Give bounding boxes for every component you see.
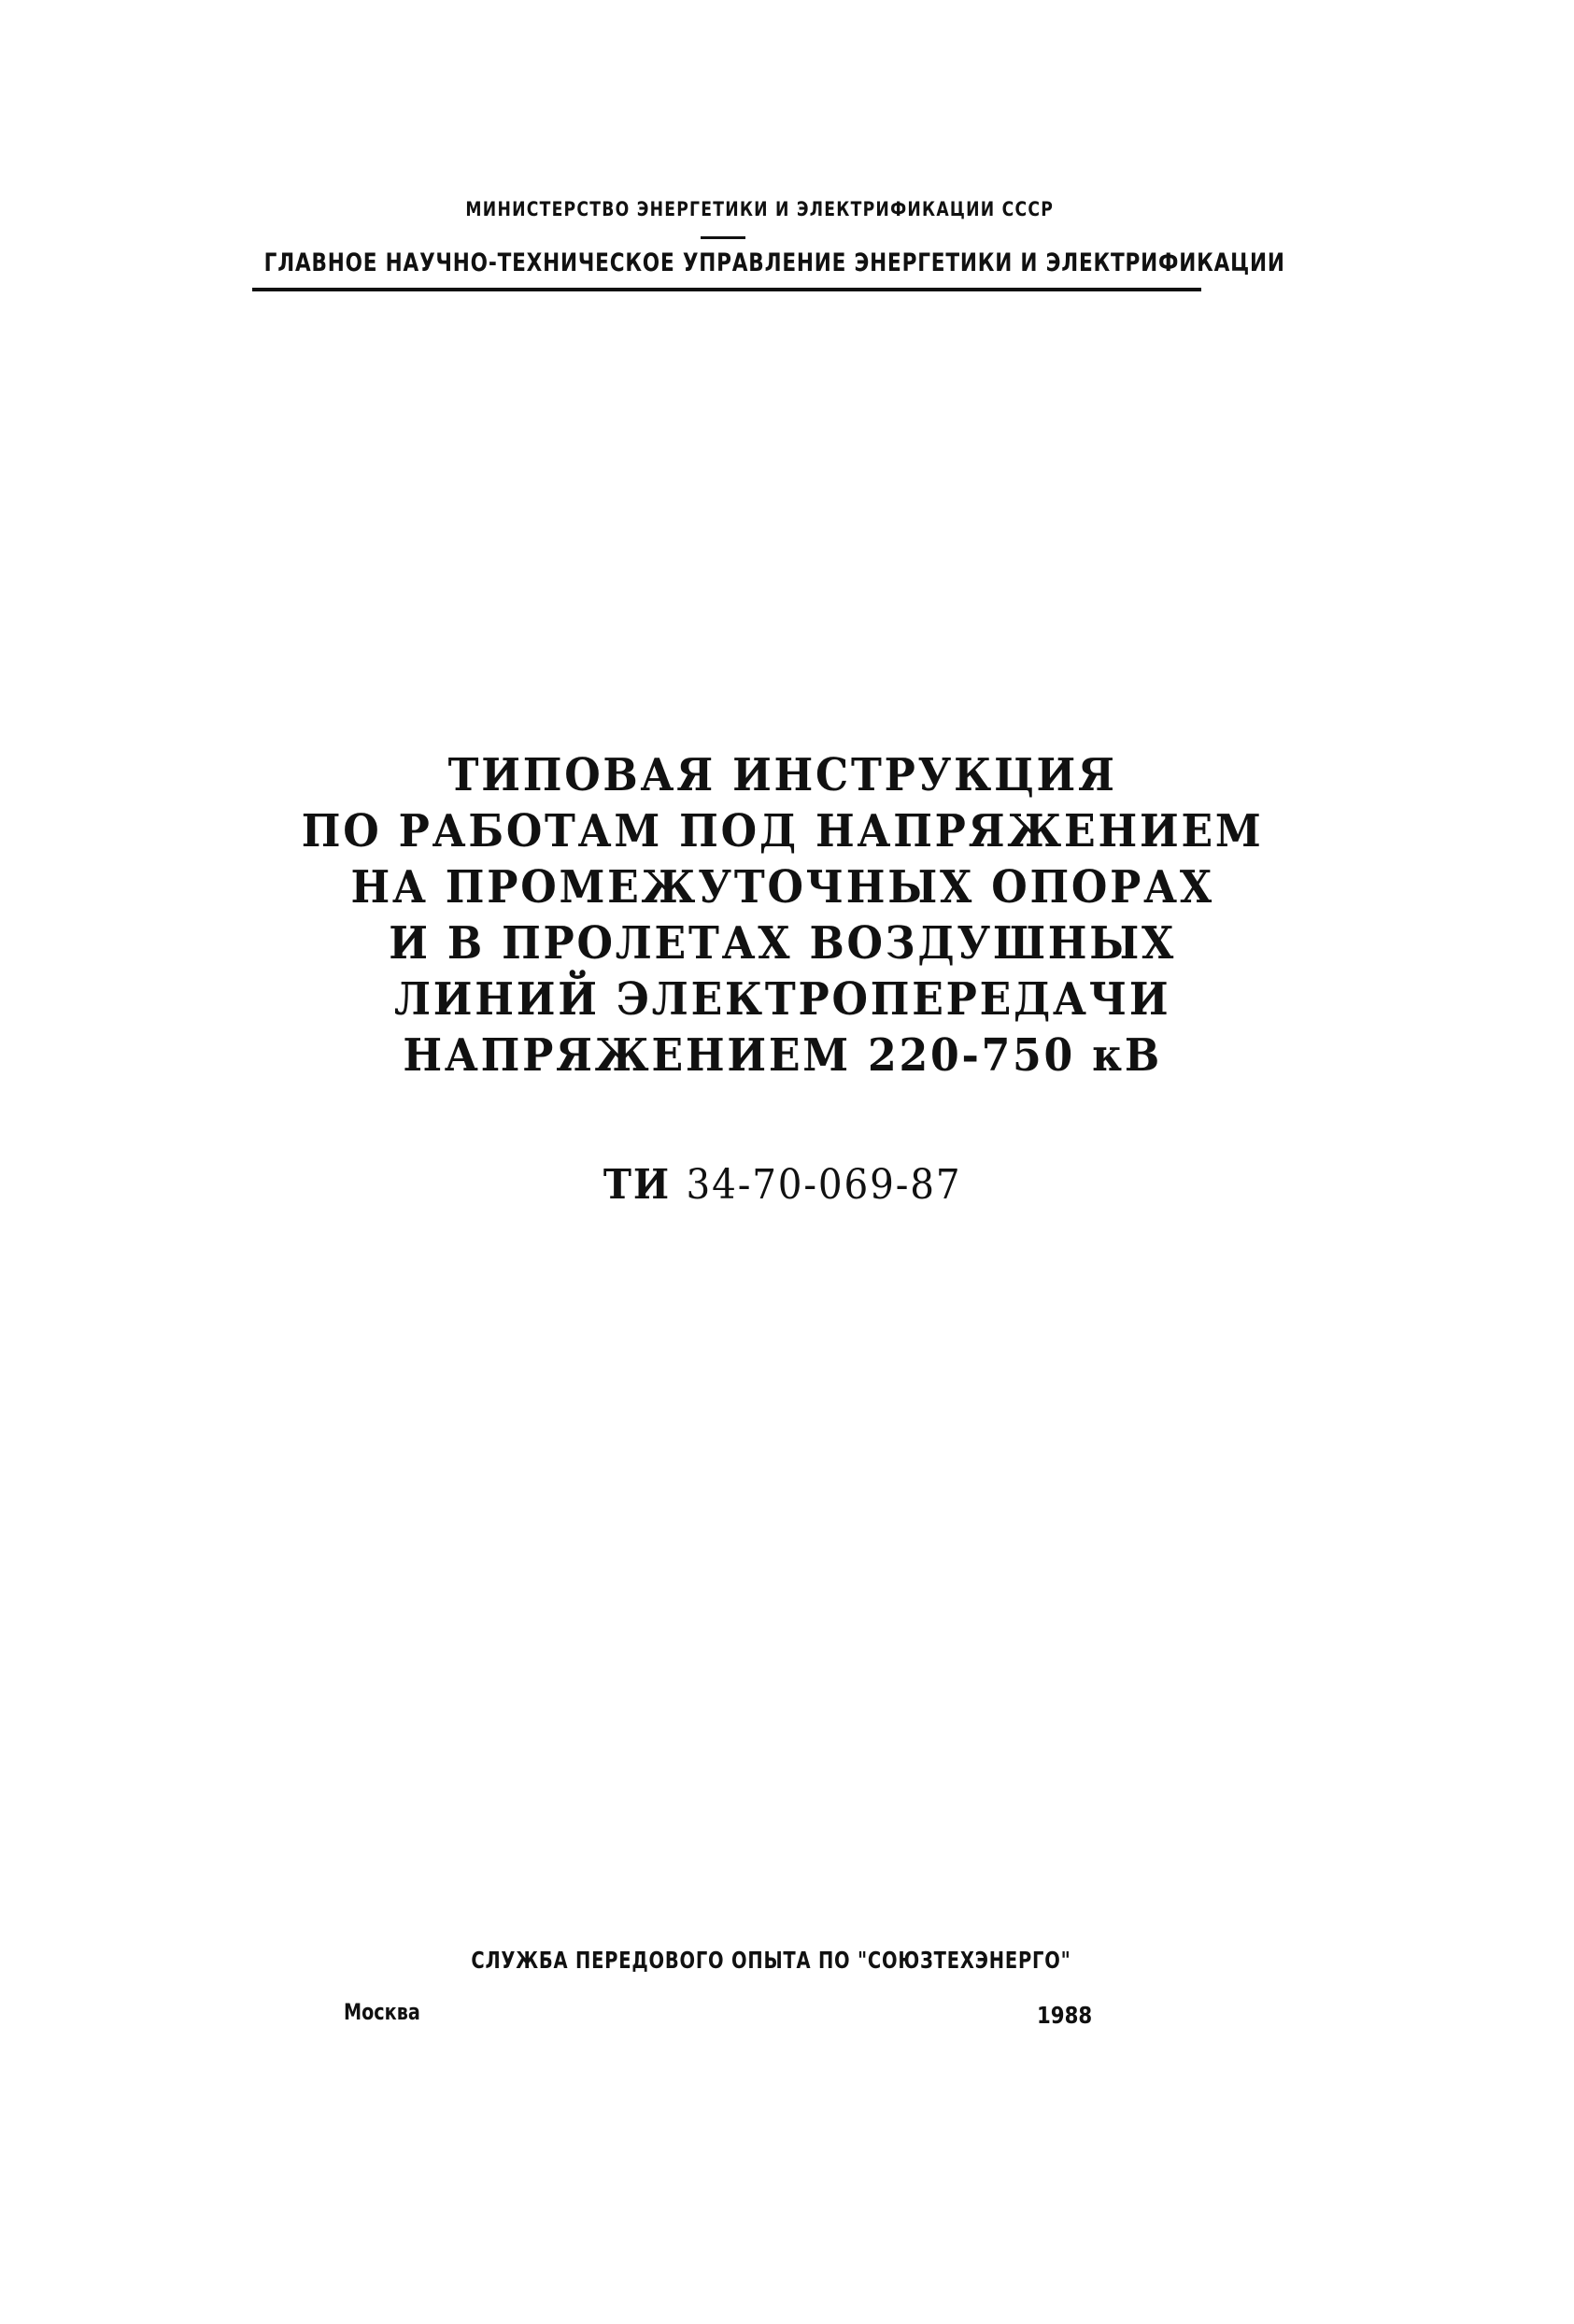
directorate-name: ГЛАВНОЕ НАУЧНО-ТЕХНИЧЕСКОЕ УПРАВЛЕНИЕ ЭНЕРГЕТИКИ И ЭЛЕКТРИФИКАЦИИ [263,248,1285,277]
publication-city: Москва [344,1999,420,2025]
title-line: НАПРЯЖЕНИЕМ 220-750 кВ [403,1029,1162,1082]
title-line: ТИПОВАЯ ИНСТРУКЦИЯ [447,749,1117,801]
title-line: ПО РАБОТАМ ПОД НАПРЯЖЕНИЕМ [301,805,1264,857]
document-code-number: 34-70-069-87 [686,1161,962,1209]
title-line: НА ПРОМЕЖУТОЧНЫХ ОПОРАХ [350,861,1214,914]
header-rule [252,288,1201,291]
document-title [59,747,1507,1084]
publisher-name: СЛУЖБА ПЕРЕДОВОГО ОПЫТА ПО "СОЮЗТЕХЭНЕРГО" [471,1947,1071,1974]
header-divider-short [701,236,745,239]
publication-year: 1988 [1037,2002,1093,2029]
document-code [59,1161,1507,1209]
ministry-name: МИНИСТЕРСТВО ЭНЕРГЕТИКИ И ЭЛЕКТРИФИКАЦИИ СССР [465,198,1055,220]
document-code-prefix: ТИ [603,1161,671,1209]
title-line: ЛИНИЙ ЭЛЕКТРОПЕРЕДАЧИ [393,973,1171,1026]
title-line: И В ПРОЛЕТАХ ВОЗДУШНЫХ [389,917,1177,970]
